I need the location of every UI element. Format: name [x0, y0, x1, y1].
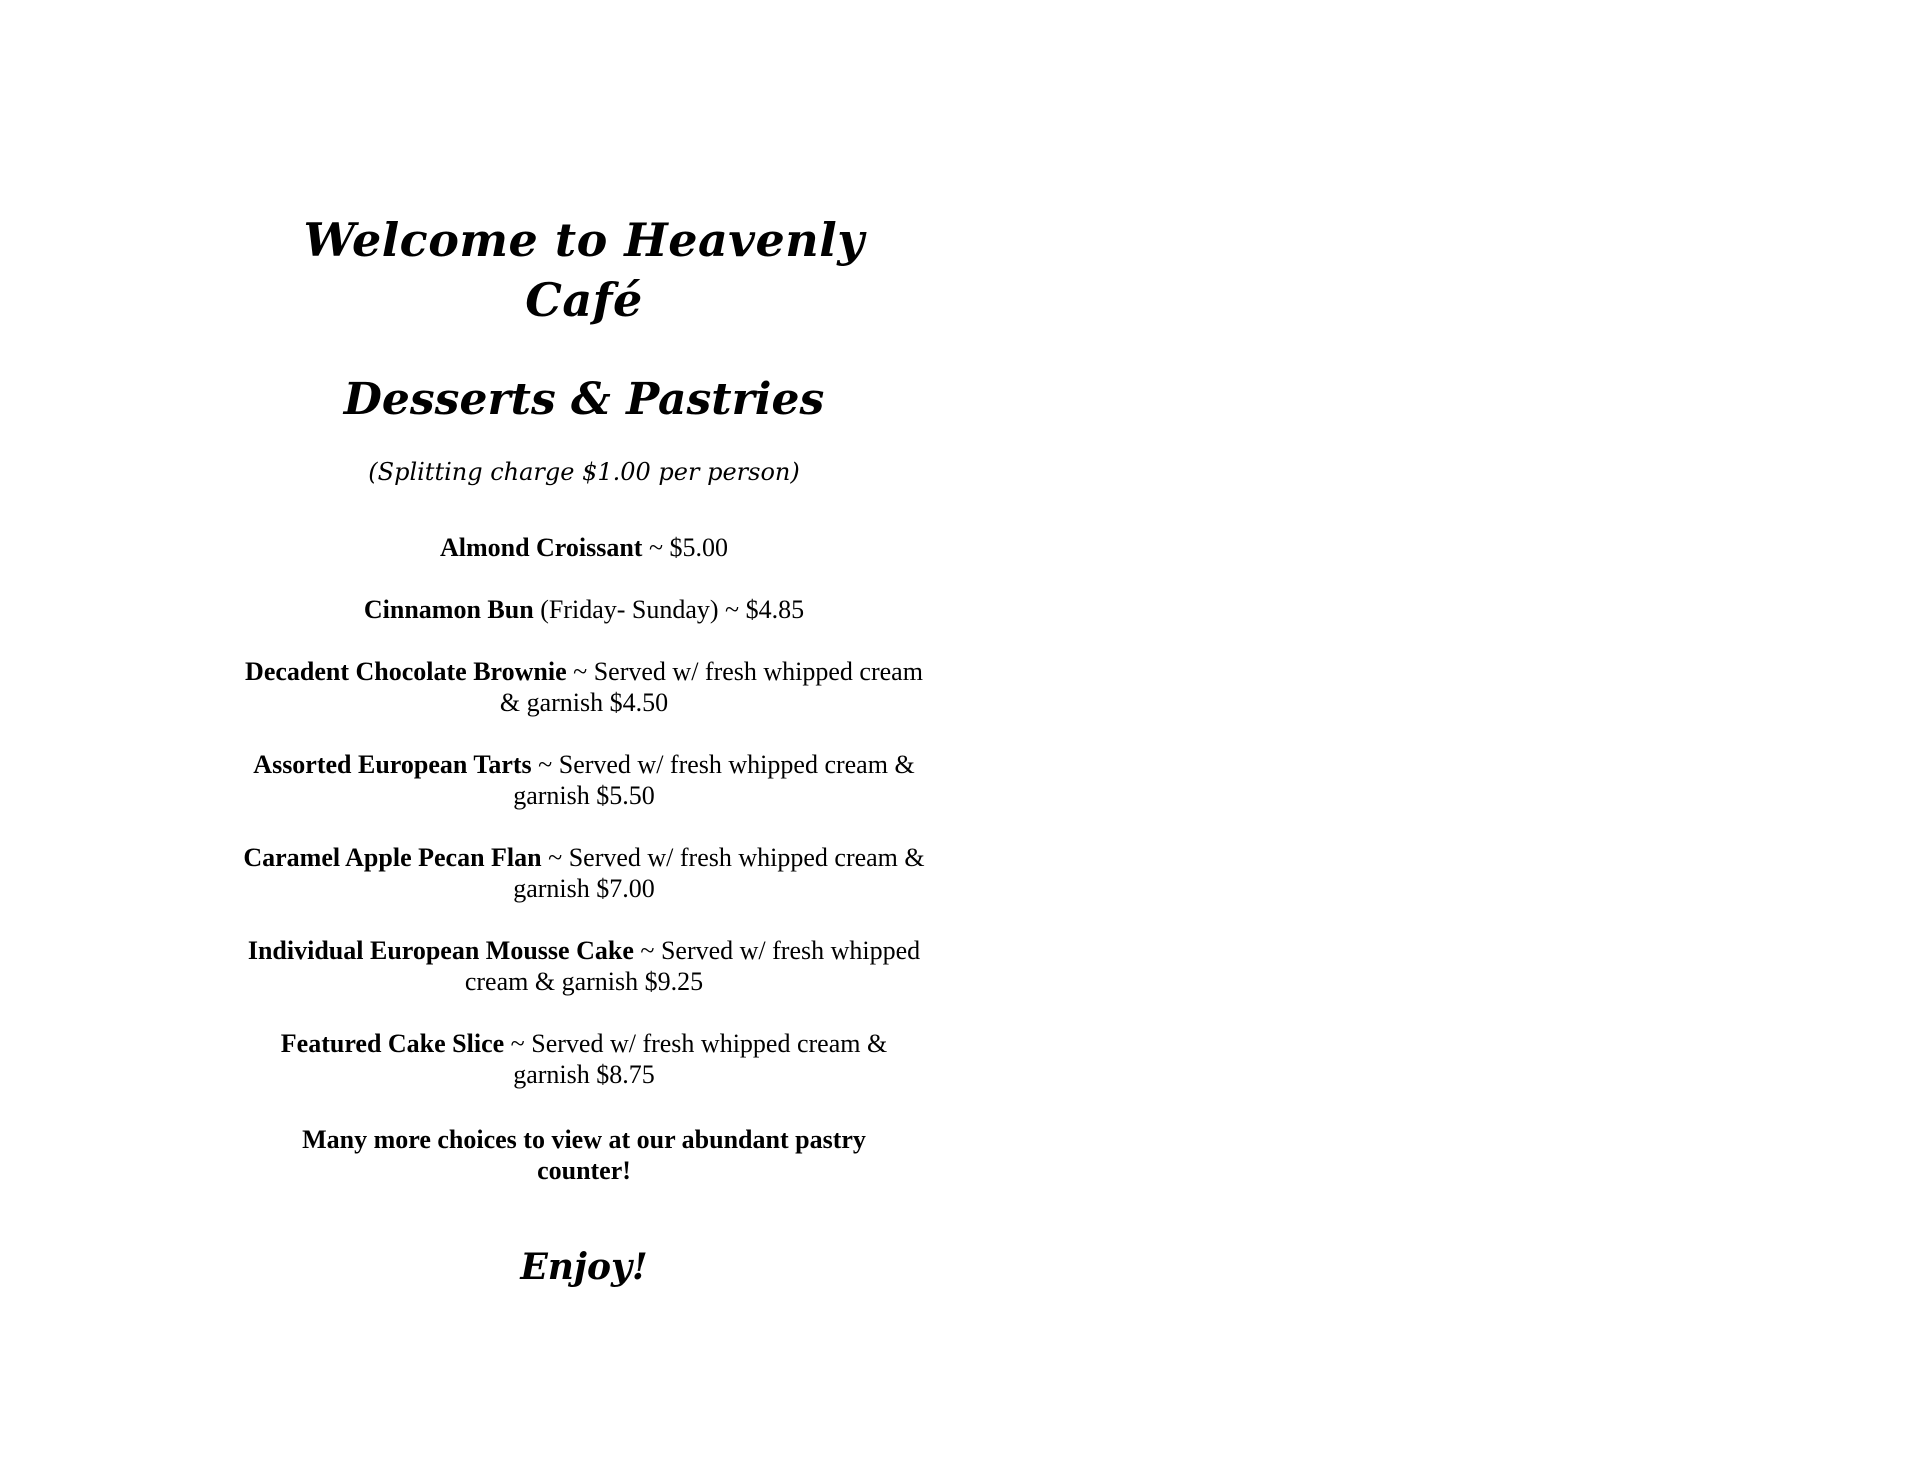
menu-item-name: Cinnamon Bun	[363, 595, 534, 624]
menu-item-name: Decadent Chocolate Brownie	[245, 657, 567, 686]
menu-item-separator: ~	[566, 657, 588, 686]
closing-note: Many more choices to view at our abundant pastry counter!	[302, 1125, 866, 1185]
menu-item-name: Individual European Mousse Cake	[247, 936, 634, 965]
menu-item-description: Served w/ fresh whipped cream & garnish $9.25	[464, 936, 921, 996]
menu-item-description: Served w/ fresh whipped cream & garnish $7.00	[513, 843, 925, 903]
menu-item-separator: ~	[633, 936, 655, 965]
page-subtitle: Desserts & Pastries	[343, 374, 825, 425]
menu-item-description: Served w/ fresh whipped cream & garnish $8.75	[513, 1029, 888, 1089]
menu-item-description: Served w/ fresh whipped cream & garnish $4.50	[499, 657, 923, 717]
menu-item-name: Featured Cake Slice	[280, 1029, 505, 1058]
menu-item	[240, 935, 928, 997]
menu-item-separator: ~	[642, 533, 664, 562]
menu-item	[240, 594, 928, 625]
menu-item	[240, 749, 928, 811]
menu-item-separator: ~	[541, 843, 563, 872]
menu-item-name: Almond Croissant	[439, 533, 643, 562]
menu-item-separator: ~	[504, 1029, 525, 1058]
menu-item	[240, 1028, 928, 1090]
menu-item	[240, 842, 928, 904]
menu-item-separator: (Friday- Sunday) ~	[533, 595, 740, 624]
menu-item-separator: ~	[531, 750, 553, 779]
menu-item-description: Served w/ fresh whipped cream & garnish $5.50	[513, 750, 915, 810]
menu-item-name: Assorted European Tarts	[253, 750, 532, 779]
menu-item	[240, 532, 928, 563]
menu-item	[240, 656, 928, 718]
page-title: Welcome to Heavenly Café	[303, 213, 865, 327]
menu-item-description: $4.85	[739, 595, 805, 624]
menu-column	[240, 210, 928, 1290]
enjoy-sign-off: Enjoy!	[520, 1246, 648, 1288]
menu-item-description: $5.00	[663, 533, 729, 562]
menu-item-name: Caramel Apple Pecan Flan	[243, 843, 542, 872]
menu-items-list	[240, 532, 928, 1090]
splitting-charge-note: (Splitting charge $1.00 per person)	[368, 458, 800, 486]
